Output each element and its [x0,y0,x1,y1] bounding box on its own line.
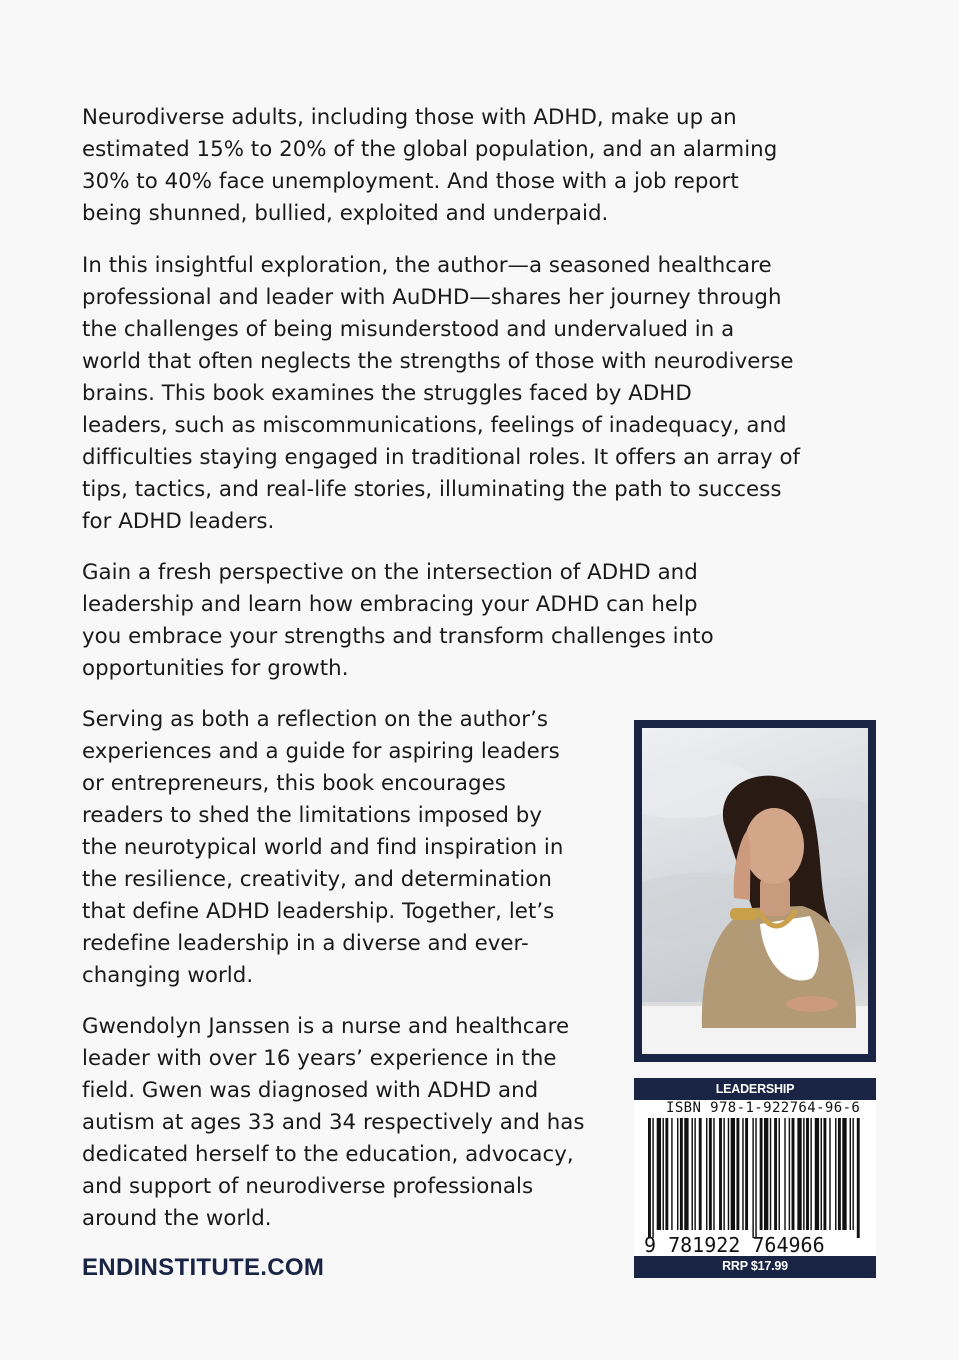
barcode-bar [797,1118,801,1230]
barcode-bar [745,1118,748,1230]
barcode-bar [829,1118,830,1230]
author-photo-frame [634,720,876,1062]
barcode-bar [850,1118,851,1230]
barcode-block [634,1078,876,1278]
barcode-bar [752,1118,753,1238]
blurb-paragraph-4: Serving as both a reflection on the author’s experiences and a guide for aspiring leaders or entrepreneurs, this book encourages readers to shed the limitations imposed by the neurotypical world and find inspiration in the resilience, creativity, and determination that define ADHD leadership. Together, let’s redefine leadership in a diverse and ever- changing world. [82,707,564,988]
barcode-bar [648,1118,651,1238]
barcode-bar [671,1118,672,1230]
author-bio-paragraph: Gwendolyn Janssen is a nurse and healthcare leader with over 16 years’ experience in the field. Gwen was diagnosed with ADHD and autism at ages 33 and 34 respectively and has dedicated herself to the education, advocacy, and support of neurodiverse professionals around the world. [82,1014,585,1231]
barcode-bar [810,1118,811,1230]
category-label: LEADERSHIP [634,1078,876,1100]
barcode-bar [838,1118,841,1230]
blurb-paragraph-2: In this insightful exploration, the author—a seasoned healthcare professional and leader with AuDHD—shares her journey through the challenges of being misunderstood and undervalued in a world that often neglects the strengths of those with neurodiverse brains. This book examines the struggles faced by ADHD leaders, such as miscommunications, feelings of inadequacy, and difficulties staying engaged in traditional roles. It offers an array of tips, tactics, and real-life stories, illuminating the path to success for ADHD leaders. [82,253,801,534]
barcode-bar [742,1118,743,1230]
barcode [634,1118,876,1256]
author-photo [642,728,868,1054]
barcode-bar [789,1118,790,1230]
barcode-bar [706,1118,707,1230]
barcode-bar [694,1118,695,1230]
barcode-bar [692,1118,693,1230]
barcode-bar [699,1118,702,1230]
barcode-bar [857,1118,860,1238]
barcode-bar [709,1118,712,1230]
barcode-bar [677,1118,678,1230]
blurb-paragraph-1: Neurodiverse adults, including those with ADHD, make up an estimated 15% to 20% of the global population, and an alarming 30% to 40% face unemployment. And those with a job report being shunned, bullied, exploited and underpaid. [82,105,778,226]
website-url: ENDINSTITUTE.COM [82,1254,325,1281]
barcode-bar [760,1118,763,1230]
barcode-bar [792,1118,795,1230]
barcode-bar [815,1118,819,1230]
barcode-bar [713,1118,714,1230]
barcode-bar [784,1118,785,1230]
barcode-bar [852,1118,853,1230]
barcode-bar [652,1118,653,1238]
barcode-bar [755,1118,756,1238]
barcode-digits: 9 781922 764966 [644,1233,825,1256]
barcode-bar [731,1118,735,1230]
isbn-label: ISBN 978-1-922764-96-6 [666,1100,861,1116]
barcode-bar [835,1118,836,1230]
barcode-bar [680,1118,683,1230]
barcode-bar [823,1118,826,1230]
barcode-bar [657,1118,661,1230]
barcode-bar [665,1118,668,1230]
barcode-bar [821,1118,822,1230]
barcode-bar [774,1118,777,1230]
barcode-bar [663,1118,664,1230]
barcode-bar [764,1118,768,1230]
price-label: RRP $17.99 [634,1256,876,1278]
barcode-bar [736,1118,739,1230]
barcode-bar [684,1118,688,1230]
barcode-bar [723,1118,724,1230]
blurb-paragraph-3: Gain a fresh perspective on the intersection of ADHD and leadership and learn how embracing your ADHD can help you embrace your strengths and transform challenges into opportunities for growth. [82,560,714,681]
barcode-bar [803,1118,804,1230]
barcode-bar [842,1118,846,1230]
barcode-bar [779,1118,780,1230]
barcode-bar [719,1118,722,1230]
barcode-bar [806,1118,809,1230]
barcode-bar [728,1118,729,1230]
barcode-bar [770,1118,771,1230]
